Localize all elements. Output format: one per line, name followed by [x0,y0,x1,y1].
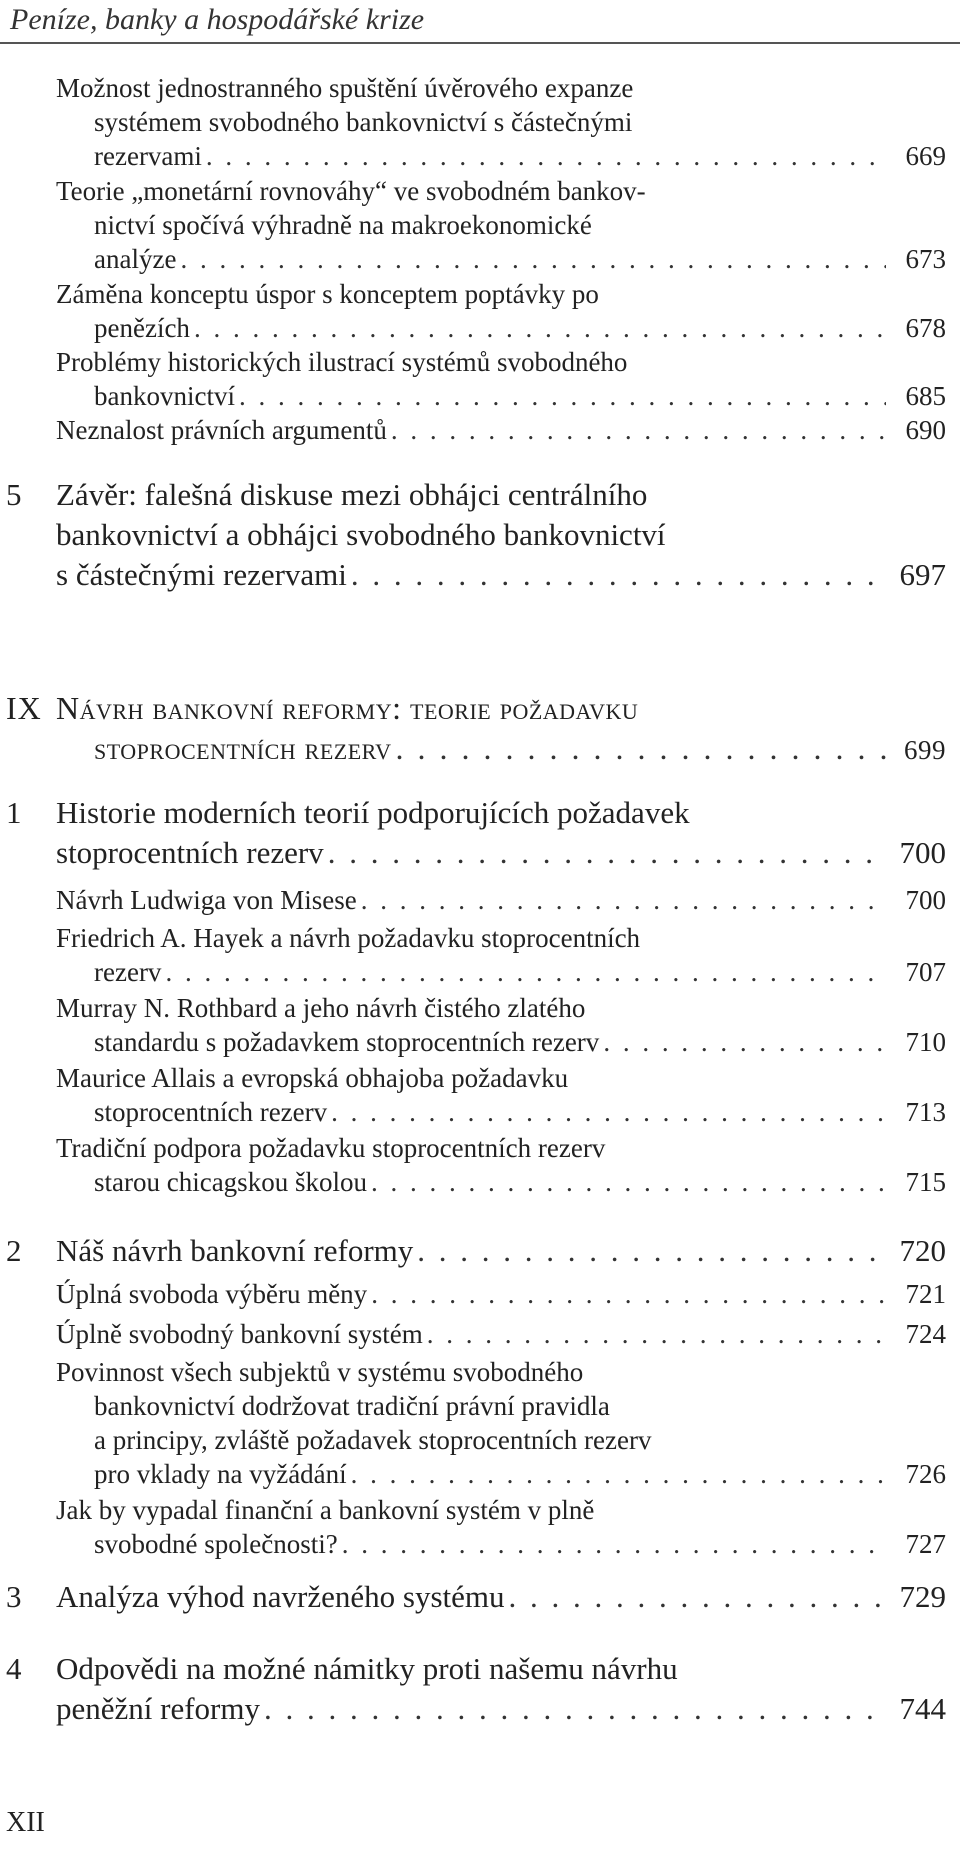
dot-leader [391,412,886,448]
toc-entry-line: Analýza výhod navrženého systému [56,1579,505,1614]
dot-leader [603,1024,886,1060]
dot-leader [395,728,886,768]
toc-entry-line: Historie moderních teorií podporujících požadavek [56,795,690,830]
toc-entry-line: Tradiční podpora požadavku stoprocentních rezerv [56,1133,606,1163]
page-number: 685 [905,381,946,411]
toc-entry-line: svobodné společnosti? [94,1529,338,1559]
dot-leader [361,882,886,918]
toc-entry-line: peněžní reformy [56,1691,260,1726]
dot-leader [427,1316,886,1352]
page-number: 707 [905,957,946,987]
toc-entry-line: starou chicagskou školou [94,1167,367,1197]
part-title-line: stoprocentních rezerv [94,730,392,766]
page-number: 713 [905,1097,946,1127]
toc-entry-line: analýze [94,244,177,274]
page-number: 673 [905,244,946,274]
header-rule [0,42,960,44]
dot-leader [264,1688,886,1729]
page-number: 710 [905,1027,946,1057]
toc-entry-line: nictví spočívá výhradně na makroekonomické [94,210,592,240]
page-number: 715 [905,1167,946,1197]
dot-leader [239,378,886,414]
page-folio: XII [6,1807,45,1838]
toc-entry-line: standardu s požadavkem stoprocentních rezerv [94,1027,600,1057]
toc-entry-line: Záměna konceptu úspor s konceptem poptávky po [56,279,599,309]
toc-entry-line: a principy, zvláště požadavek stoprocentních rezerv [94,1425,652,1455]
dot-leader [342,1526,886,1562]
toc-entry-line: Teorie „monetární rovnováhy“ ve svobodném bankov- [56,176,646,206]
dot-leader [371,1164,886,1200]
toc-entry-line: bankovnictví [94,381,235,411]
toc-entry-line: Odpovědi na možné námitky proti našemu návrhu [56,1651,678,1686]
toc-entry-line: Náš návrh bankovní reformy [56,1233,414,1268]
toc-entry-line: pro vklady na vyžádání [94,1459,347,1489]
page-number: 669 [905,141,946,171]
page-number: 721 [905,1279,946,1309]
section-number: 5 [6,477,22,512]
section-number: 1 [6,795,22,830]
toc-entry-line: Jak by vypadal finanční a bankovní systém v plně [56,1495,595,1525]
dot-leader [509,1576,886,1617]
page-number: 726 [905,1459,946,1489]
dot-leader [371,1276,886,1312]
page-number: 700 [905,885,946,915]
page-number: 700 [899,835,946,870]
page-number: 729 [899,1579,946,1614]
toc-entry-line: stoprocentních rezerv [56,835,324,870]
dot-leader [351,554,886,595]
toc-entry-line: systémem svobodného bankovnictví s částečnými [94,107,633,137]
toc-entry-line: Návrh Ludwiga von Misese [56,885,357,915]
toc-entry-line: Neznalost právních argumentů [56,415,387,445]
running-head: Peníze, banky a hospodářské krize [10,3,425,36]
page-number: 699 [904,735,946,765]
toc-entry-line: Maurice Allais a evropská obhajoba požadavku [56,1063,569,1093]
page-number: 678 [905,313,946,343]
toc-entry-line: Úplná svoboda výběru měny [56,1279,368,1309]
dot-leader [328,832,886,873]
section-number: 3 [6,1579,22,1614]
dot-leader [417,1230,886,1271]
toc-entry-line: bankovnictví a obhájci svobodného bankovnictví [56,517,666,552]
toc-entry-line: penězích [94,313,190,343]
section-number: 4 [6,1651,22,1686]
page-number: 690 [905,415,946,445]
dot-leader [165,954,886,990]
toc-entry-line: Problémy historických ilustrací systémů svobodného [56,347,628,377]
dot-leader [194,310,886,346]
toc-entry-line: Možnost jednostranného spuštění úvěrového expanze [56,73,634,103]
toc-entry-line: Murray N. Rothbard a jeho návrh čistého zlatého [56,993,586,1023]
toc-entry-line: Povinnost všech subjektů v systému svobodného [56,1357,584,1387]
dot-leader [331,1094,886,1130]
page-number: 724 [905,1319,946,1349]
page-number: 720 [899,1233,946,1268]
part-number: IX [6,690,42,726]
dot-leader [206,138,886,174]
page-number: 744 [899,1691,946,1726]
dot-leader [351,1456,886,1492]
toc-entry-line: stoprocentních rezerv [94,1097,328,1127]
section-number: 2 [6,1233,22,1268]
dot-leader [180,241,886,277]
toc-entry-line: rezervami [94,141,202,171]
toc-entry-line: Úplně svobodný bankovní systém [56,1319,423,1349]
toc-entry-line: Friedrich A. Hayek a návrh požadavku stoprocentních [56,923,641,953]
page-number: 727 [905,1529,946,1559]
page-number: 697 [899,557,946,592]
toc-entry-line: s částečnými rezervami [56,557,347,592]
toc-entry-line: Závěr: falešná diskuse mezi obhájci centrálního [56,477,648,512]
part-title-line: Návrh bankovní reformy: teorie požadavku [56,690,639,726]
toc-entry-line: rezerv [94,957,162,987]
toc-entry-line: bankovnictví dodržovat tradiční právní pravidla [94,1391,610,1421]
